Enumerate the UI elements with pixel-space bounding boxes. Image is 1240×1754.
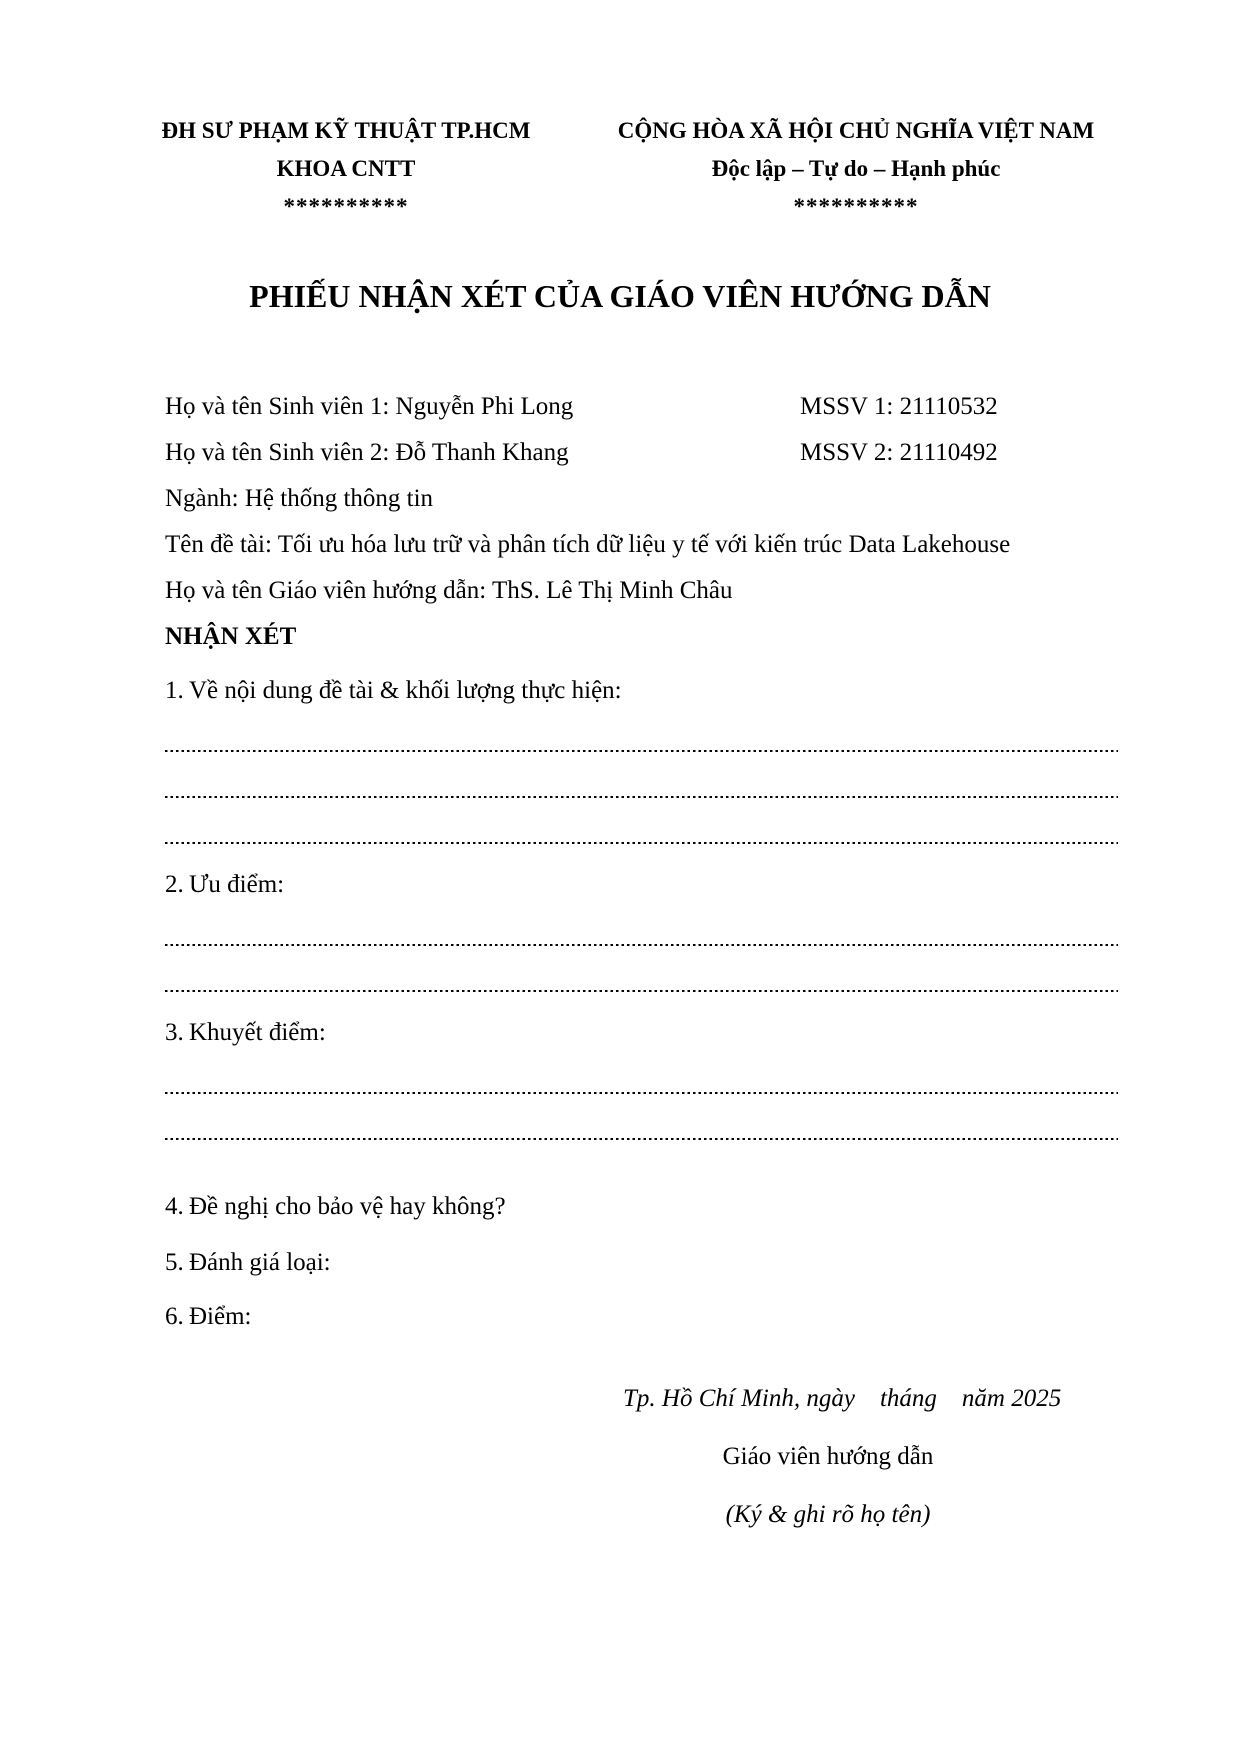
topic-label: Tên đề tài: (165, 531, 272, 558)
faculty-name: KHOA CNTT (276, 156, 416, 181)
signature-note: (Ký & ghi rõ họ tên) (725, 1501, 931, 1528)
review-item (165, 862, 1118, 908)
dotted-fill-line (165, 760, 1118, 806)
university-name: ĐH SƯ PHẠM KỸ THUẬT TP.HCM (161, 118, 531, 143)
document-header (0, 0, 1240, 226)
student-1-mssv-value: 21110532 (899, 393, 998, 420)
item-number: 1. (165, 677, 184, 704)
item-text: Đánh giá loại: (189, 1249, 331, 1276)
topic-value: Tối ưu hóa lưu trữ và phân tích dữ liệu y tế với kiến trúc Data Lakehouse (277, 531, 1011, 558)
item-number: 4. (165, 1193, 184, 1220)
supervisor-value: ThS. Lê Thị Minh Châu (491, 577, 733, 604)
signature-date-line: Tp. Hồ Chí Minh, ngày tháng năm 2025 (623, 1385, 1062, 1412)
item-text: Ưu điểm: (189, 871, 285, 898)
dotted-fill-line (165, 954, 1118, 1000)
review-section-heading: NHẬN XÉT (165, 623, 297, 650)
dotted-fill-line (165, 908, 1118, 954)
major-row (165, 476, 1118, 522)
signature-block (623, 1370, 1062, 1544)
item-number: 2. (165, 871, 184, 898)
supervisor-row (165, 568, 1118, 614)
major-label: Ngành: (165, 485, 239, 512)
supervisor-label: Họ và tên Giáo viên hướng dẫn: (165, 577, 487, 604)
page-title: PHIẾU NHẬN XÉT CỦA GIÁO VIÊN HƯỚNG DẪN (249, 278, 991, 314)
item-text: Đề nghị cho bảo vệ hay không? (189, 1193, 506, 1220)
item-number: 5. (165, 1249, 184, 1276)
review-items (165, 668, 1118, 1340)
review-item-group (165, 1294, 1118, 1340)
student-2-name-line (165, 439, 569, 466)
item-text: Điểm: (189, 1303, 252, 1330)
header-national-block (616, 112, 1096, 226)
student-1-name-line (165, 393, 573, 420)
dotted-fill-line (165, 714, 1118, 760)
student-2-name-value: Đỗ Thanh Khang (395, 439, 569, 466)
review-item (165, 1184, 1118, 1230)
item-text: Về nội dung đề tài & khối lượng thực hiện: (189, 677, 622, 704)
student-2-name-label: Họ và tên Sinh viên 2: (165, 439, 390, 466)
review-item-group (165, 1010, 1118, 1148)
review-item (165, 668, 1118, 714)
student-1-mssv-label: MSSV 1: (800, 393, 894, 420)
student-1-name-value: Nguyễn Phi Long (395, 393, 574, 420)
major-value: Hệ thống thông tin (244, 485, 434, 512)
topic-row (165, 522, 1118, 568)
review-item-group (165, 668, 1118, 852)
signature-role: Giáo viên hướng dẫn (722, 1443, 934, 1470)
item-number: 3. (165, 1019, 184, 1046)
review-item-group (165, 1184, 1118, 1230)
form-body (165, 384, 1118, 1544)
header-university-block (126, 112, 566, 226)
student-2-mssv-label: MSSV 2: (800, 439, 894, 466)
header-right-stars: ********** (793, 194, 919, 219)
national-title: CỘNG HÒA XÃ HỘI CHỦ NGHĨA VIỆT NAM (617, 118, 1095, 143)
review-item-group (165, 862, 1118, 1000)
student-1-name-label: Họ và tên Sinh viên 1: (165, 393, 390, 420)
student-row-1 (165, 384, 1118, 430)
dotted-fill-line (165, 1056, 1118, 1102)
student-2-mssv-value: 21110492 (899, 439, 998, 466)
item-text: Khuyết điểm: (189, 1019, 326, 1046)
review-item (165, 1240, 1118, 1286)
national-motto: Độc lập – Tự do – Hạnh phúc (711, 156, 1001, 181)
dotted-fill-line (165, 806, 1118, 852)
dotted-fill-line (165, 1102, 1118, 1148)
header-left-stars: ********** (283, 194, 409, 219)
student-1-mssv (800, 384, 998, 430)
item-number: 6. (165, 1303, 184, 1330)
review-item-group (165, 1240, 1118, 1286)
review-item (165, 1010, 1118, 1056)
review-item (165, 1294, 1118, 1340)
student-2-mssv (800, 430, 998, 476)
student-row-2 (165, 430, 1118, 476)
